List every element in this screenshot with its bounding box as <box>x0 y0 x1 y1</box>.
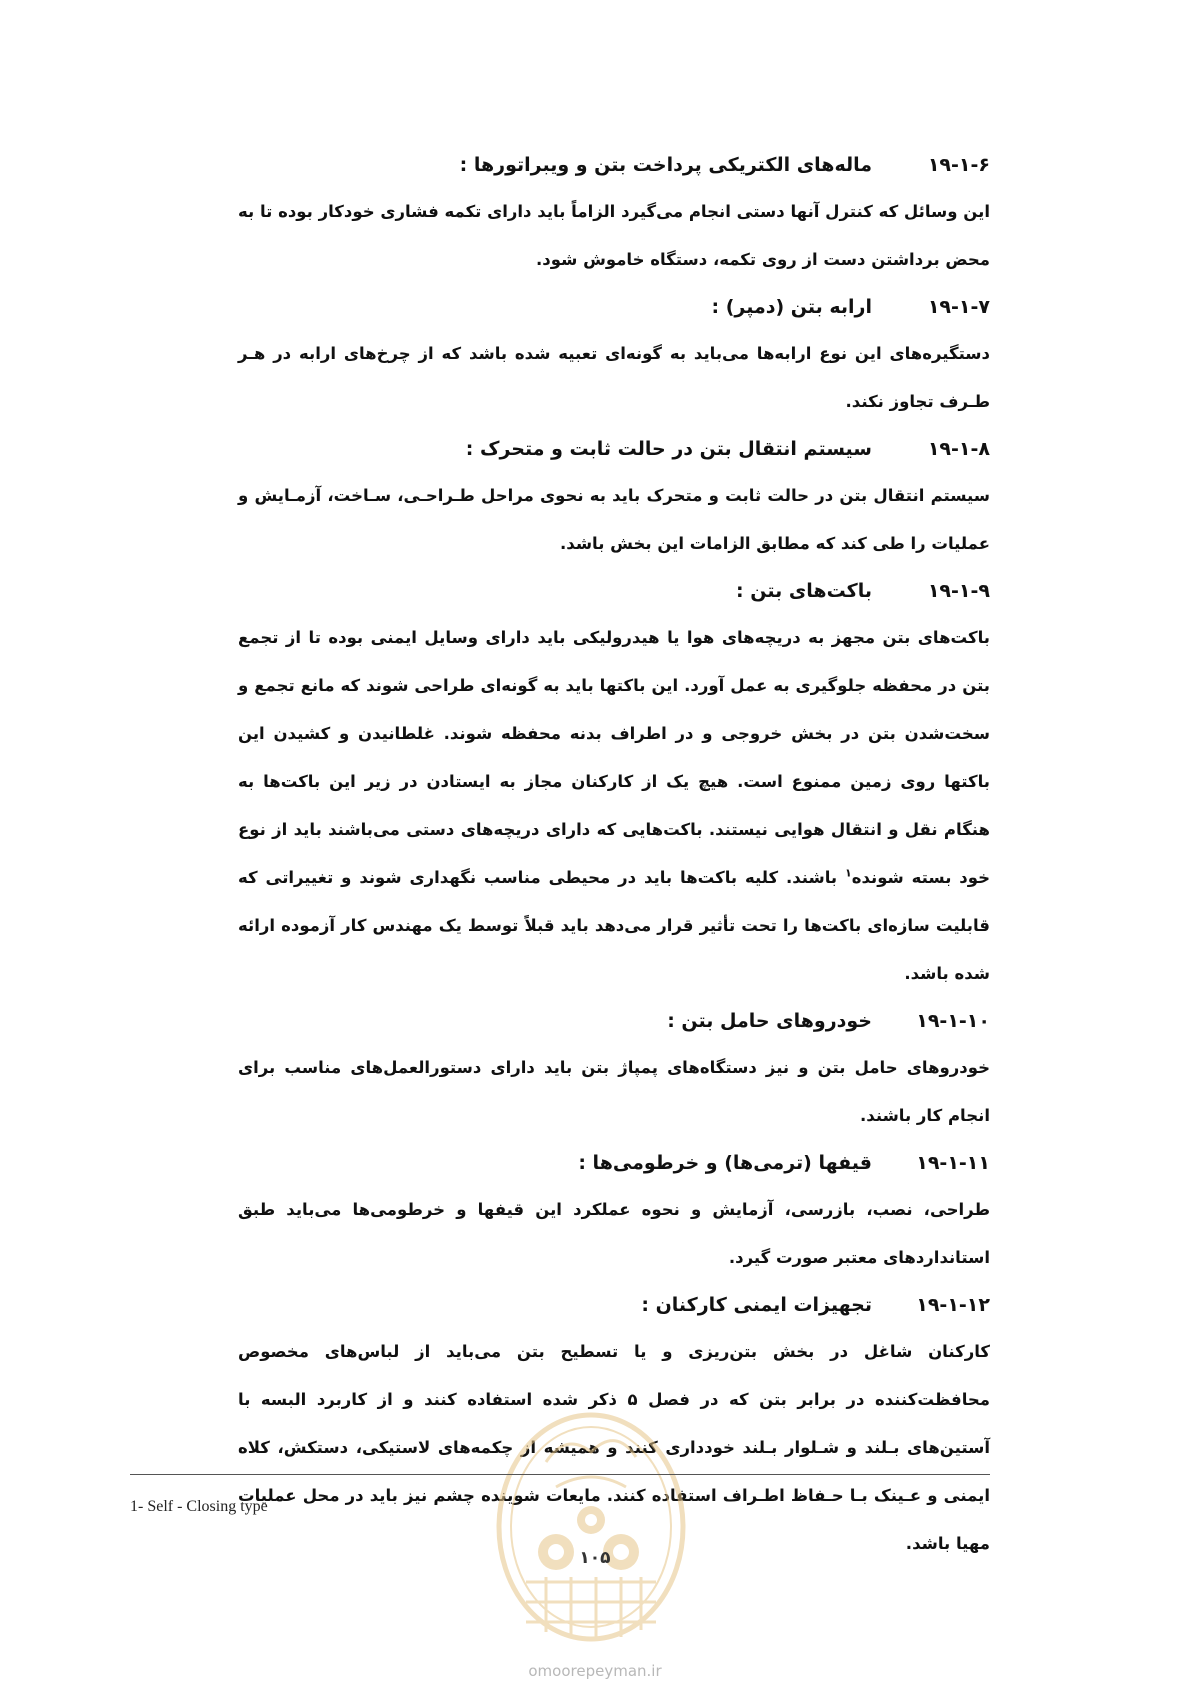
section-heading <box>138 1140 990 1186</box>
section-paragraph: این وسائل که کنترل آنها دستی انجام می‌گیرد الزاماً باید دارای تکمه فشاری خودکار بوده تا به محض برداشتن دست از روی تکمه، دستگاه خاموش شود. <box>238 202 990 269</box>
section-title: ماله‌های الکتریکی پرداخت بتن و ویبراتورها : <box>459 154 872 176</box>
section-heading <box>138 426 990 472</box>
section-title: تجهیزات ایمنی کارکنان : <box>641 1294 872 1316</box>
section-title: ارابه بتن (دمپر) : <box>711 296 872 318</box>
section-heading <box>138 284 990 330</box>
section <box>138 142 990 284</box>
section-number: ۱۹-۱-۱۰ <box>916 1010 990 1032</box>
section-title: خودروهای حامل بتن : <box>667 1010 872 1032</box>
section-paragraph <box>238 614 990 998</box>
section <box>138 1140 990 1282</box>
footnote: 1- Self - Closing type <box>130 1498 268 1515</box>
section-number: ۱۹-۱-۱۱ <box>916 1152 990 1174</box>
section <box>138 284 990 426</box>
section-heading <box>138 568 990 614</box>
section <box>138 568 990 998</box>
section-number: ۱۹-۱-۹ <box>927 580 990 602</box>
footnote-divider <box>130 1474 990 1475</box>
section-paragraph: خودروهای حامل بتن و نیز دستگاه‌های پمپاژ بتن باید دارای دستورالعمل‌های مناسب برای انجام کار باشند. <box>238 1058 990 1125</box>
section-number: ۱۹-۱-۷ <box>927 296 990 318</box>
page-number: ۱۰۵ <box>579 1548 611 1568</box>
section-paragraph: سیستم انتقال بتن در حالت ثابت و متحرک باید به نحوی مراحل طـراحـی، سـاخت، آزمـایش و عملیات را طی کند که مطابق الزامات این بخش باشد. <box>238 486 990 553</box>
section-title: باکت‌های بتن : <box>736 580 872 602</box>
section-number: ۱۹-۱-۸ <box>927 438 990 460</box>
section-number: ۱۹-۱-۱۲ <box>916 1294 990 1316</box>
section-paragraph: دستگیره‌های این نوع ارابه‌ها می‌باید به گونه‌ای تعبیه شده باشد که از چرخ‌های ارابه در هـر طـرف تجاوز نکند. <box>238 344 990 411</box>
section-number: ۱۹-۱-۶ <box>927 154 990 176</box>
paragraph-text: باکت‌های بتن مجهز به دریچه‌های هوا یا هیدرولیکی باید دارای وسایل ایمنی بوده تا از تجمع بتن در محفظه جلوگیری به عمل آورد. این باکتها باید به گونه‌ای طراحی شوند که مانع تجمع و سخت‌شدن بتن در بخش خروجی و در اطراف بدنه محفظه شوند. غلطانیدن و کشیدن این باکتها روی زمین ممنوع است. هیچ یک از کارکنان مجاز به ایستادن در زیر این باکت‌ها به هنگام نقل و انتقال هوایی نیستند. باکت‌هایی که دارای دریچه‌های دستی می‌باشند باید از نوع خود بسته شونده <box>238 628 990 887</box>
watermark-seal-icon <box>486 1402 696 1652</box>
section-title: قیفها (ترمی‌ها) و خرطومی‌ها : <box>578 1152 872 1174</box>
section <box>138 998 990 1140</box>
paragraph-text-continued: باشند. کلیه باکت‌ها باید در محیطی مناسب نگهداری شوند و تغییراتی که قابلیت سازه‌ای باکت‌ها را تحت تأثیر قرار می‌دهد باید قبلاً توسط یک مهندس کار آزموده ارائه شده باشد. <box>238 868 990 983</box>
section-title: سیستم انتقال بتن در حالت ثابت و متحرک : <box>465 438 872 460</box>
section-heading <box>138 142 990 188</box>
section-paragraph: کارکنان شاغل در بخش بتن‌ریزی و یا تسطیح بتن می‌باید از لباس‌های مخصوص محافظت‌کننده در برابر بتن که در فصل ۵ ذکر شده استفاده کنند و از کاربرد البسه با آستین‌های بـلند و شـلوار بـلند خودداری کنند و همیشه از چکمه‌های لاستیکی، دستکش، کلاه ایمنی و عـینک بـا حـفاظ اطـراف استفاده کنند. مایعات شوینده چشم نیز باید در محل عملیات مهیا باشد. <box>238 1342 991 1553</box>
section-heading <box>138 1282 990 1328</box>
watermark-url: omoorepeyman.ir <box>528 1662 662 1680</box>
section-paragraph: طراحی، نصب، بازرسی، آزمایش و نحوه عملکرد این قیفها و خرطومی‌ها می‌باید طبق استانداردهای معتبر صورت گیرد. <box>238 1200 990 1267</box>
section-heading <box>138 998 990 1044</box>
section <box>138 426 990 568</box>
footnote-reference[interactable]: ۱ <box>845 866 852 880</box>
document-body <box>138 142 990 1568</box>
